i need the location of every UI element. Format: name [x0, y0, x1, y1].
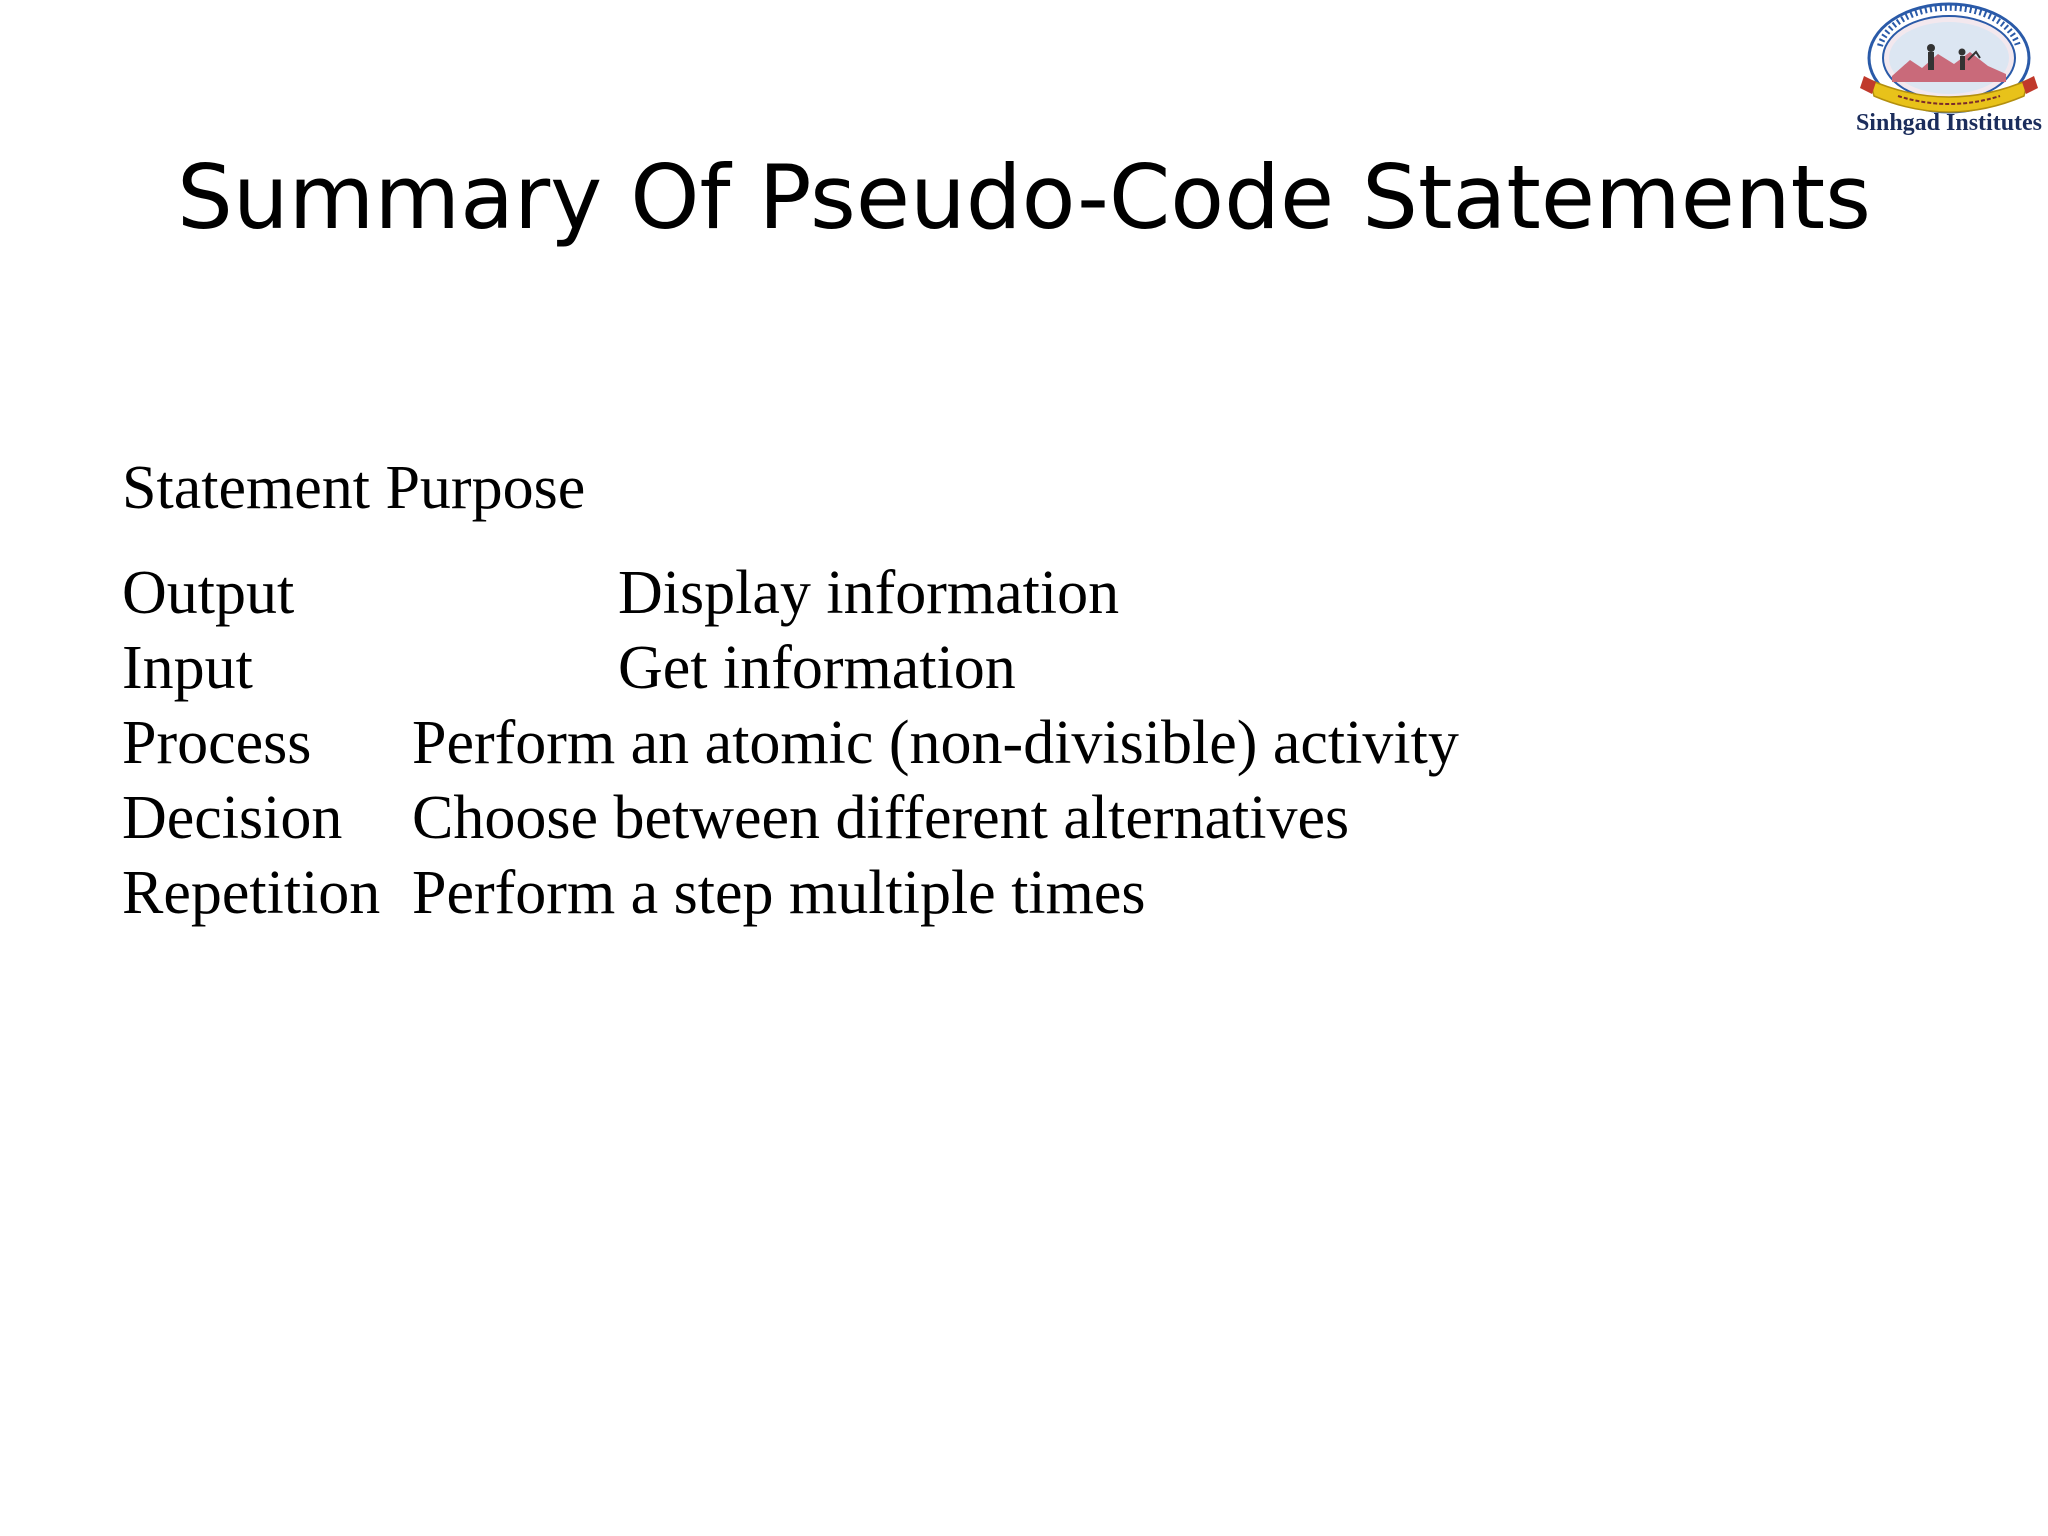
statement-cell: Output [122, 559, 295, 627]
statement-cell: Input [122, 634, 253, 702]
table-row [122, 706, 1459, 781]
sinhgad-logo [1850, 2, 2048, 142]
purpose-cell: Display information [618, 559, 1120, 627]
table-row [122, 781, 1350, 856]
purpose-cell: Perform a step multiple times [412, 859, 1146, 927]
purpose-cell: Get information [618, 634, 1016, 702]
purpose-cell: Choose between different alternatives [412, 784, 1350, 852]
table-row [122, 631, 1016, 706]
table-header: Statement Purpose [122, 454, 586, 522]
logo-caption: Sinhgad Institutes [1855, 110, 2043, 136]
statement-cell: Process [122, 709, 312, 777]
statement-cell: Decision [122, 784, 343, 852]
slide-title: Summary Of Pseudo-Code Statements [177, 146, 1871, 249]
statement-table [122, 446, 1459, 927]
table-body [122, 556, 1459, 931]
table-row [122, 856, 1146, 931]
purpose-cell: Perform an atomic (non-divisible) activity [412, 709, 1459, 777]
statement-cell: Repetition [122, 859, 381, 927]
table-row [122, 556, 1120, 631]
